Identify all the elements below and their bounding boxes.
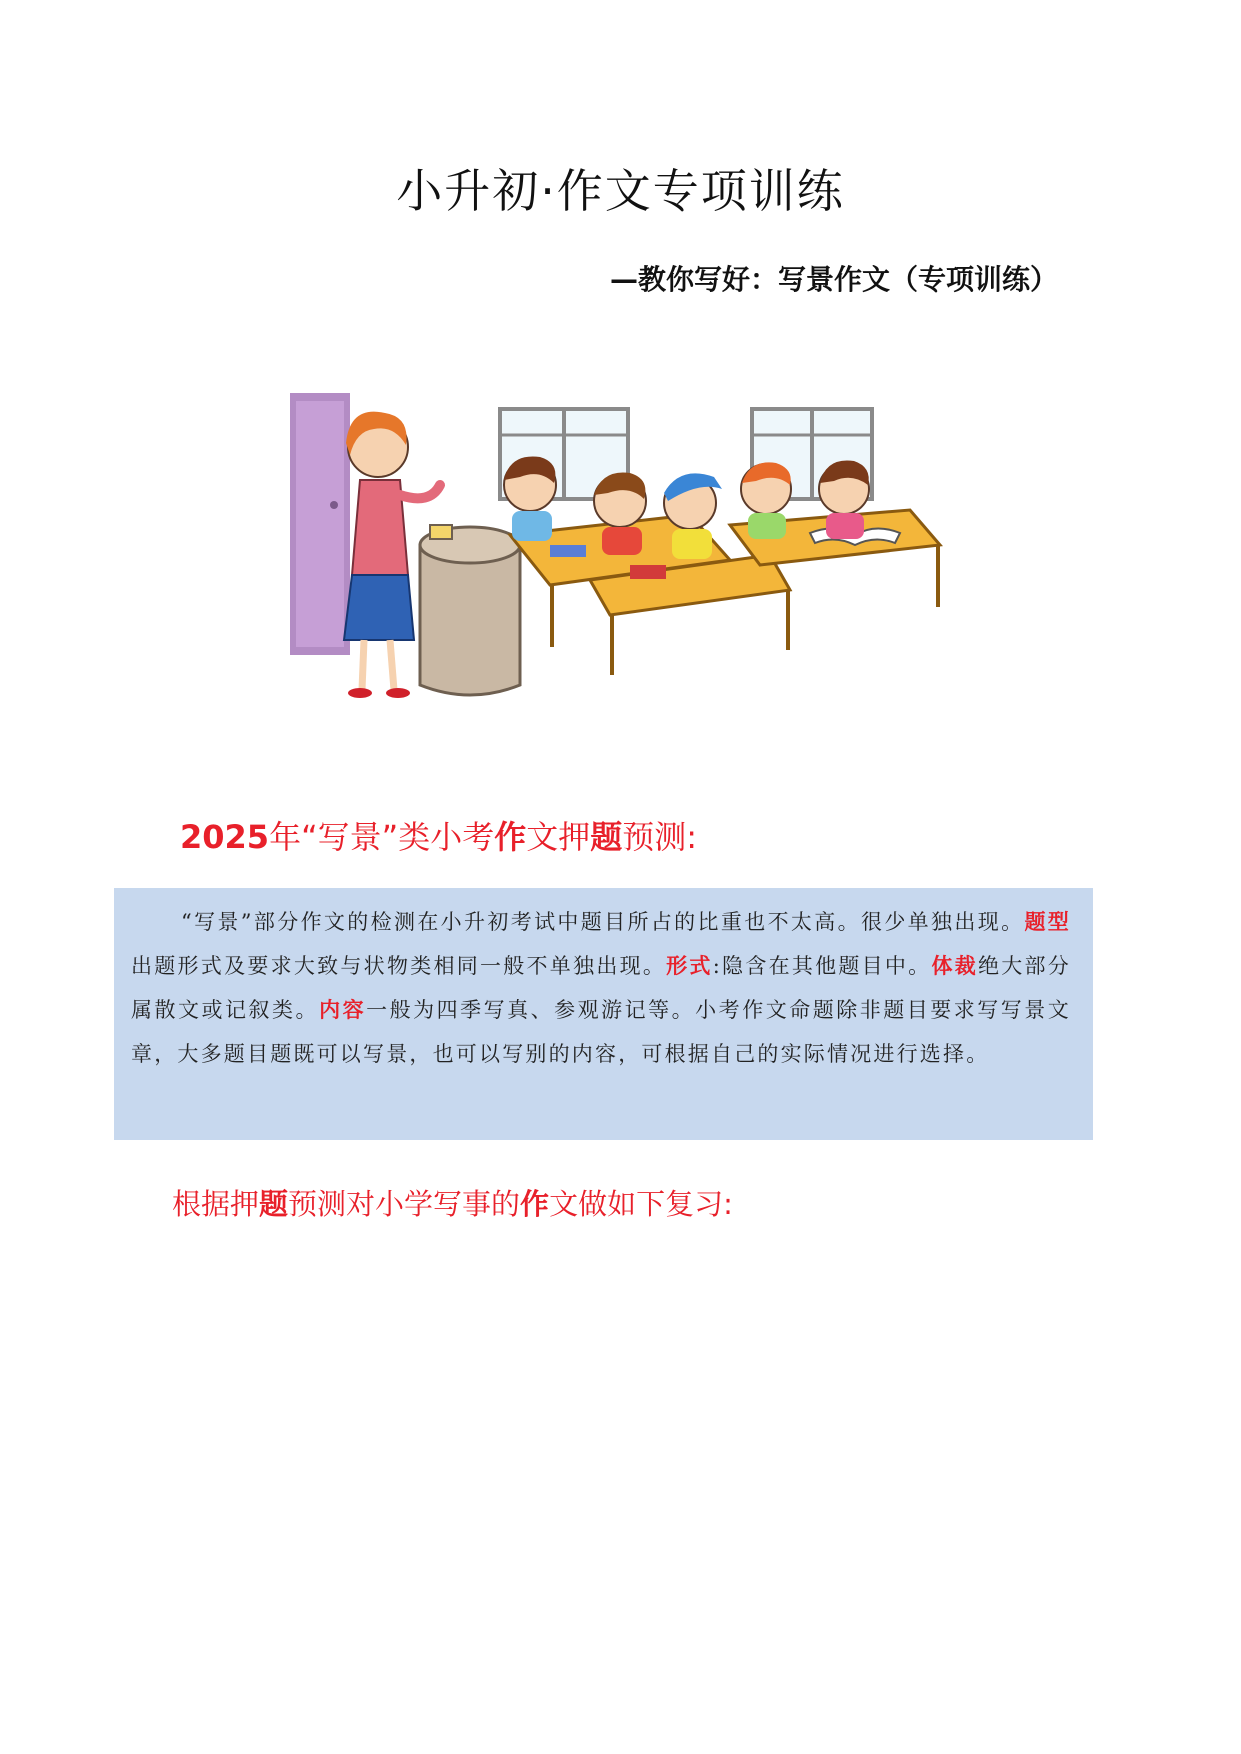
keyword-content: 内容 — [319, 997, 367, 1022]
keyword-form: 形式 — [666, 953, 713, 978]
summary-sentence-3: :隐含在其他题目中。 — [712, 954, 932, 978]
heading-text-2: 文押 — [526, 818, 591, 856]
heading-bold-2: 题 — [590, 818, 623, 856]
review-heading — [172, 1182, 733, 1223]
lectern — [420, 525, 520, 695]
summary-sentence-5: 一般为四季写真、参观游记等。小考作文命题除非题目要求写写景文章，大多题目题既可以写景，也可以写别的内容，可根据自己的实际情况进行选择。 — [131, 998, 1071, 1066]
keyword-genre: 体裁 — [931, 953, 978, 978]
summary-sentence-2: 出题形式及要求大致与状物类相同一般不单独出现。 — [131, 954, 667, 978]
page-subtitle: —教你写好：写景作文（专项训练） — [610, 263, 1059, 296]
heading-year: 2025 — [180, 818, 270, 856]
heading-bold-1: 作 — [494, 818, 527, 856]
desk-row — [510, 510, 940, 675]
review-text-3: 文做如下复习: — [549, 1187, 733, 1221]
page-title: 小升初·作文专项训练 — [396, 164, 845, 218]
classroom-illustration — [290, 385, 955, 730]
keyword-type: 题型 — [1024, 909, 1071, 934]
summary-paragraph — [131, 900, 1071, 1076]
summary-box — [114, 888, 1093, 1140]
review-bold-2: 作 — [520, 1187, 550, 1221]
heading-text-1: 年“写景”类小考 — [269, 818, 495, 856]
review-text-2: 预测对小学写事的 — [288, 1187, 521, 1221]
review-bold-1: 题 — [259, 1187, 289, 1221]
summary-sentence-1: “写景”部分作文的检测在小升初考试中题目所占的比重也不太高。很少单独出现。 — [181, 910, 1025, 934]
summary-sentence-4: 绝大部分属散文或记叙类。 — [131, 954, 1072, 1022]
review-text-1: 根据押 — [172, 1187, 260, 1221]
heading-text-3: 预测: — [622, 818, 698, 856]
prediction-heading — [180, 812, 697, 858]
